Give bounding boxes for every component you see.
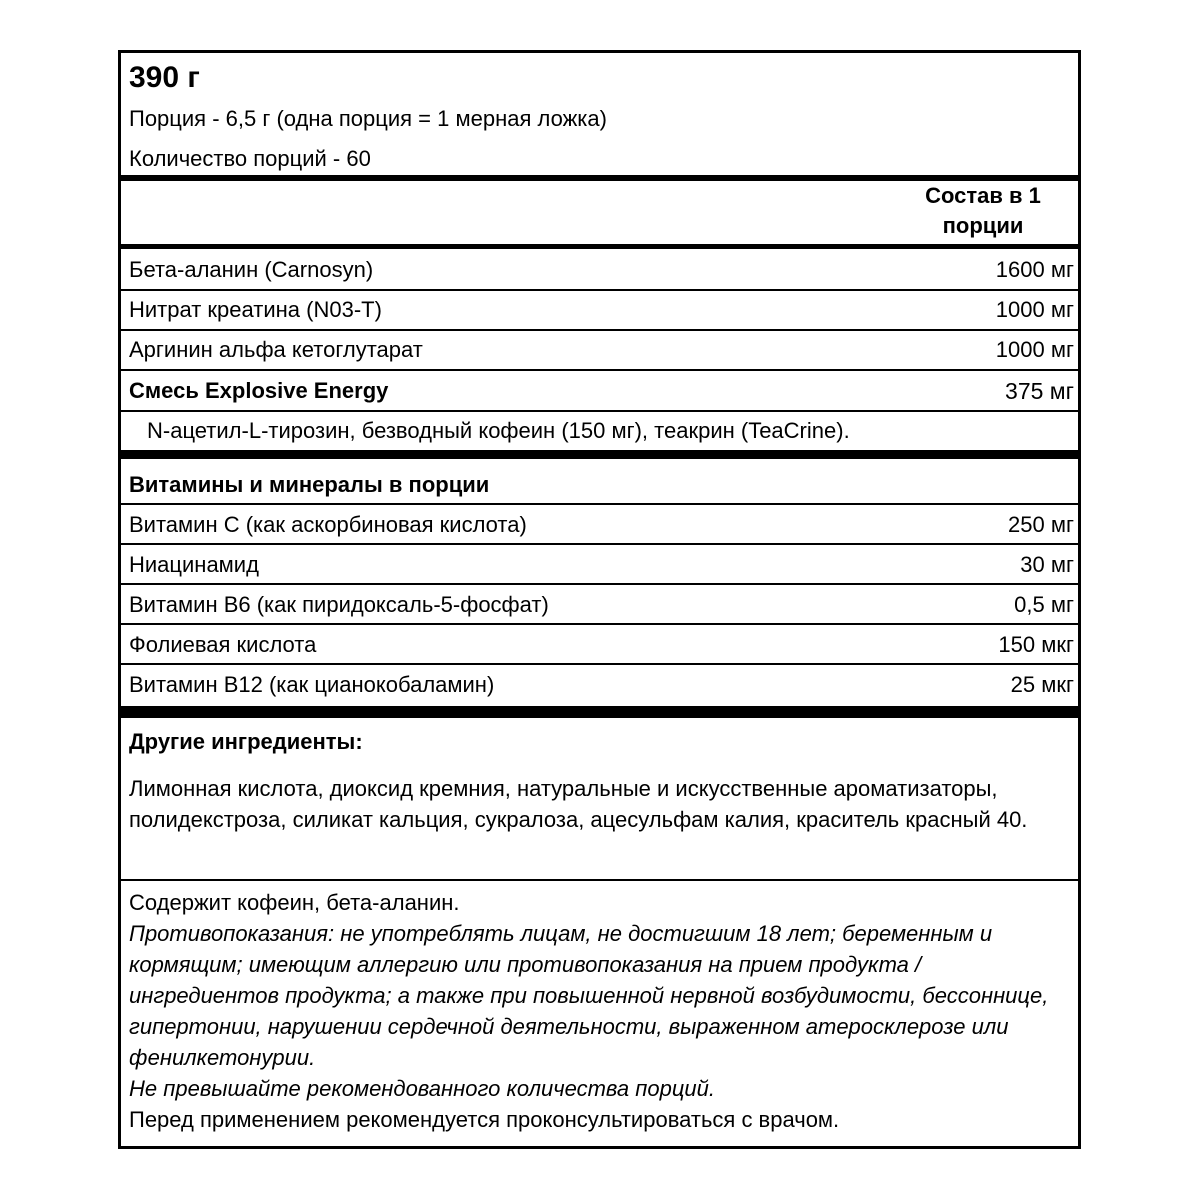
vitamins-title: Витамины и минералы в порции: [129, 472, 490, 497]
blend-details: N-ацетил-L-тирозин, безводный кофеин (150 мг), теакрин (TeaCrine).: [147, 418, 850, 443]
blend-amount: 375 мг: [1005, 378, 1074, 404]
row-divider: [121, 623, 1078, 625]
other-ingredients-title: Другие ингредиенты:: [129, 729, 363, 754]
other-ingredients-text: Лимонная кислота, диоксид кремния, натуральные и искусственные ароматизаторы, полидекстроза, силикат кальция, сукралоза, ацесульфам калия, краситель красный 40.: [129, 776, 1028, 832]
consult-note: Перед применением рекомендуется проконсультироваться с врачом.: [129, 1107, 840, 1132]
servings-count: Количество порций - 60: [129, 146, 371, 171]
vitamin-name: Фолиевая кислота: [129, 632, 317, 657]
row-divider: [121, 879, 1078, 881]
ingredient-amount: 1000 мг: [995, 337, 1074, 362]
contraindications-note: Противопоказания: не употреблять лицам, не достигшим 18 лет; беременным и кормящим; имеющим аллергию или противопоказания на прием продукта / ингредиентов продукта; а также при повышенной нервной возбудимости, бессоннице, гипертонии, нарушении сердечной деятельности, выраженном атеросклерозе или фенилкетонурии.: [129, 921, 1049, 1070]
ingredient-name: Бета-аланин (Carnosyn): [129, 257, 374, 282]
row-divider: [121, 329, 1078, 331]
ingredient-name: Нитрат креатина (N03-T): [129, 297, 382, 322]
vitamin-name: Витамин С (как аскорбиновая кислота): [129, 512, 527, 537]
divider-thick: [121, 244, 1078, 249]
ingredient-amount: 1600 мг: [995, 257, 1074, 282]
ingredient-amount: 1000 мг: [995, 297, 1074, 322]
vitamin-amount: 250 мг: [1008, 512, 1074, 537]
row-divider: [121, 369, 1078, 371]
row-divider: [121, 543, 1078, 545]
vitamin-name: Ниацинамид: [129, 552, 259, 577]
dosage-note: Не превышайте рекомендованного количества порций.: [129, 1076, 716, 1101]
net-weight: 390 г: [129, 61, 200, 94]
row-divider: [121, 503, 1078, 505]
ingredient-name: Аргинин альфа кетоглутарат: [129, 337, 423, 362]
row-divider: [121, 289, 1078, 291]
row-divider: [121, 583, 1078, 585]
vitamin-amount: 25 мкг: [1010, 672, 1074, 697]
vitamin-name: Витамин В12 (как цианокобаламин): [129, 672, 495, 697]
row-divider: [121, 410, 1078, 412]
warnings-block: [129, 887, 1072, 1135]
row-divider: [121, 663, 1078, 665]
serving-size: Порция - 6,5 г (одна порция = 1 мерная ложка): [129, 106, 607, 131]
vitamin-name: Витамин В6 (как пиридоксаль-5-фосфат): [129, 592, 549, 617]
nutrition-label: [118, 50, 1081, 1149]
vitamin-amount: 30 мг: [1020, 552, 1074, 577]
contains-note: Содержит кофеин, бета-аланин.: [129, 890, 460, 915]
divider-thick: [121, 706, 1078, 718]
blend-name: Смесь Explosive Energy: [129, 378, 389, 403]
divider-thick: [121, 450, 1078, 459]
vitamin-amount: 150 мкг: [998, 632, 1074, 657]
column-header: Состав в 1 порции: [925, 183, 1041, 238]
vitamin-amount: 0,5 мг: [1014, 592, 1074, 617]
